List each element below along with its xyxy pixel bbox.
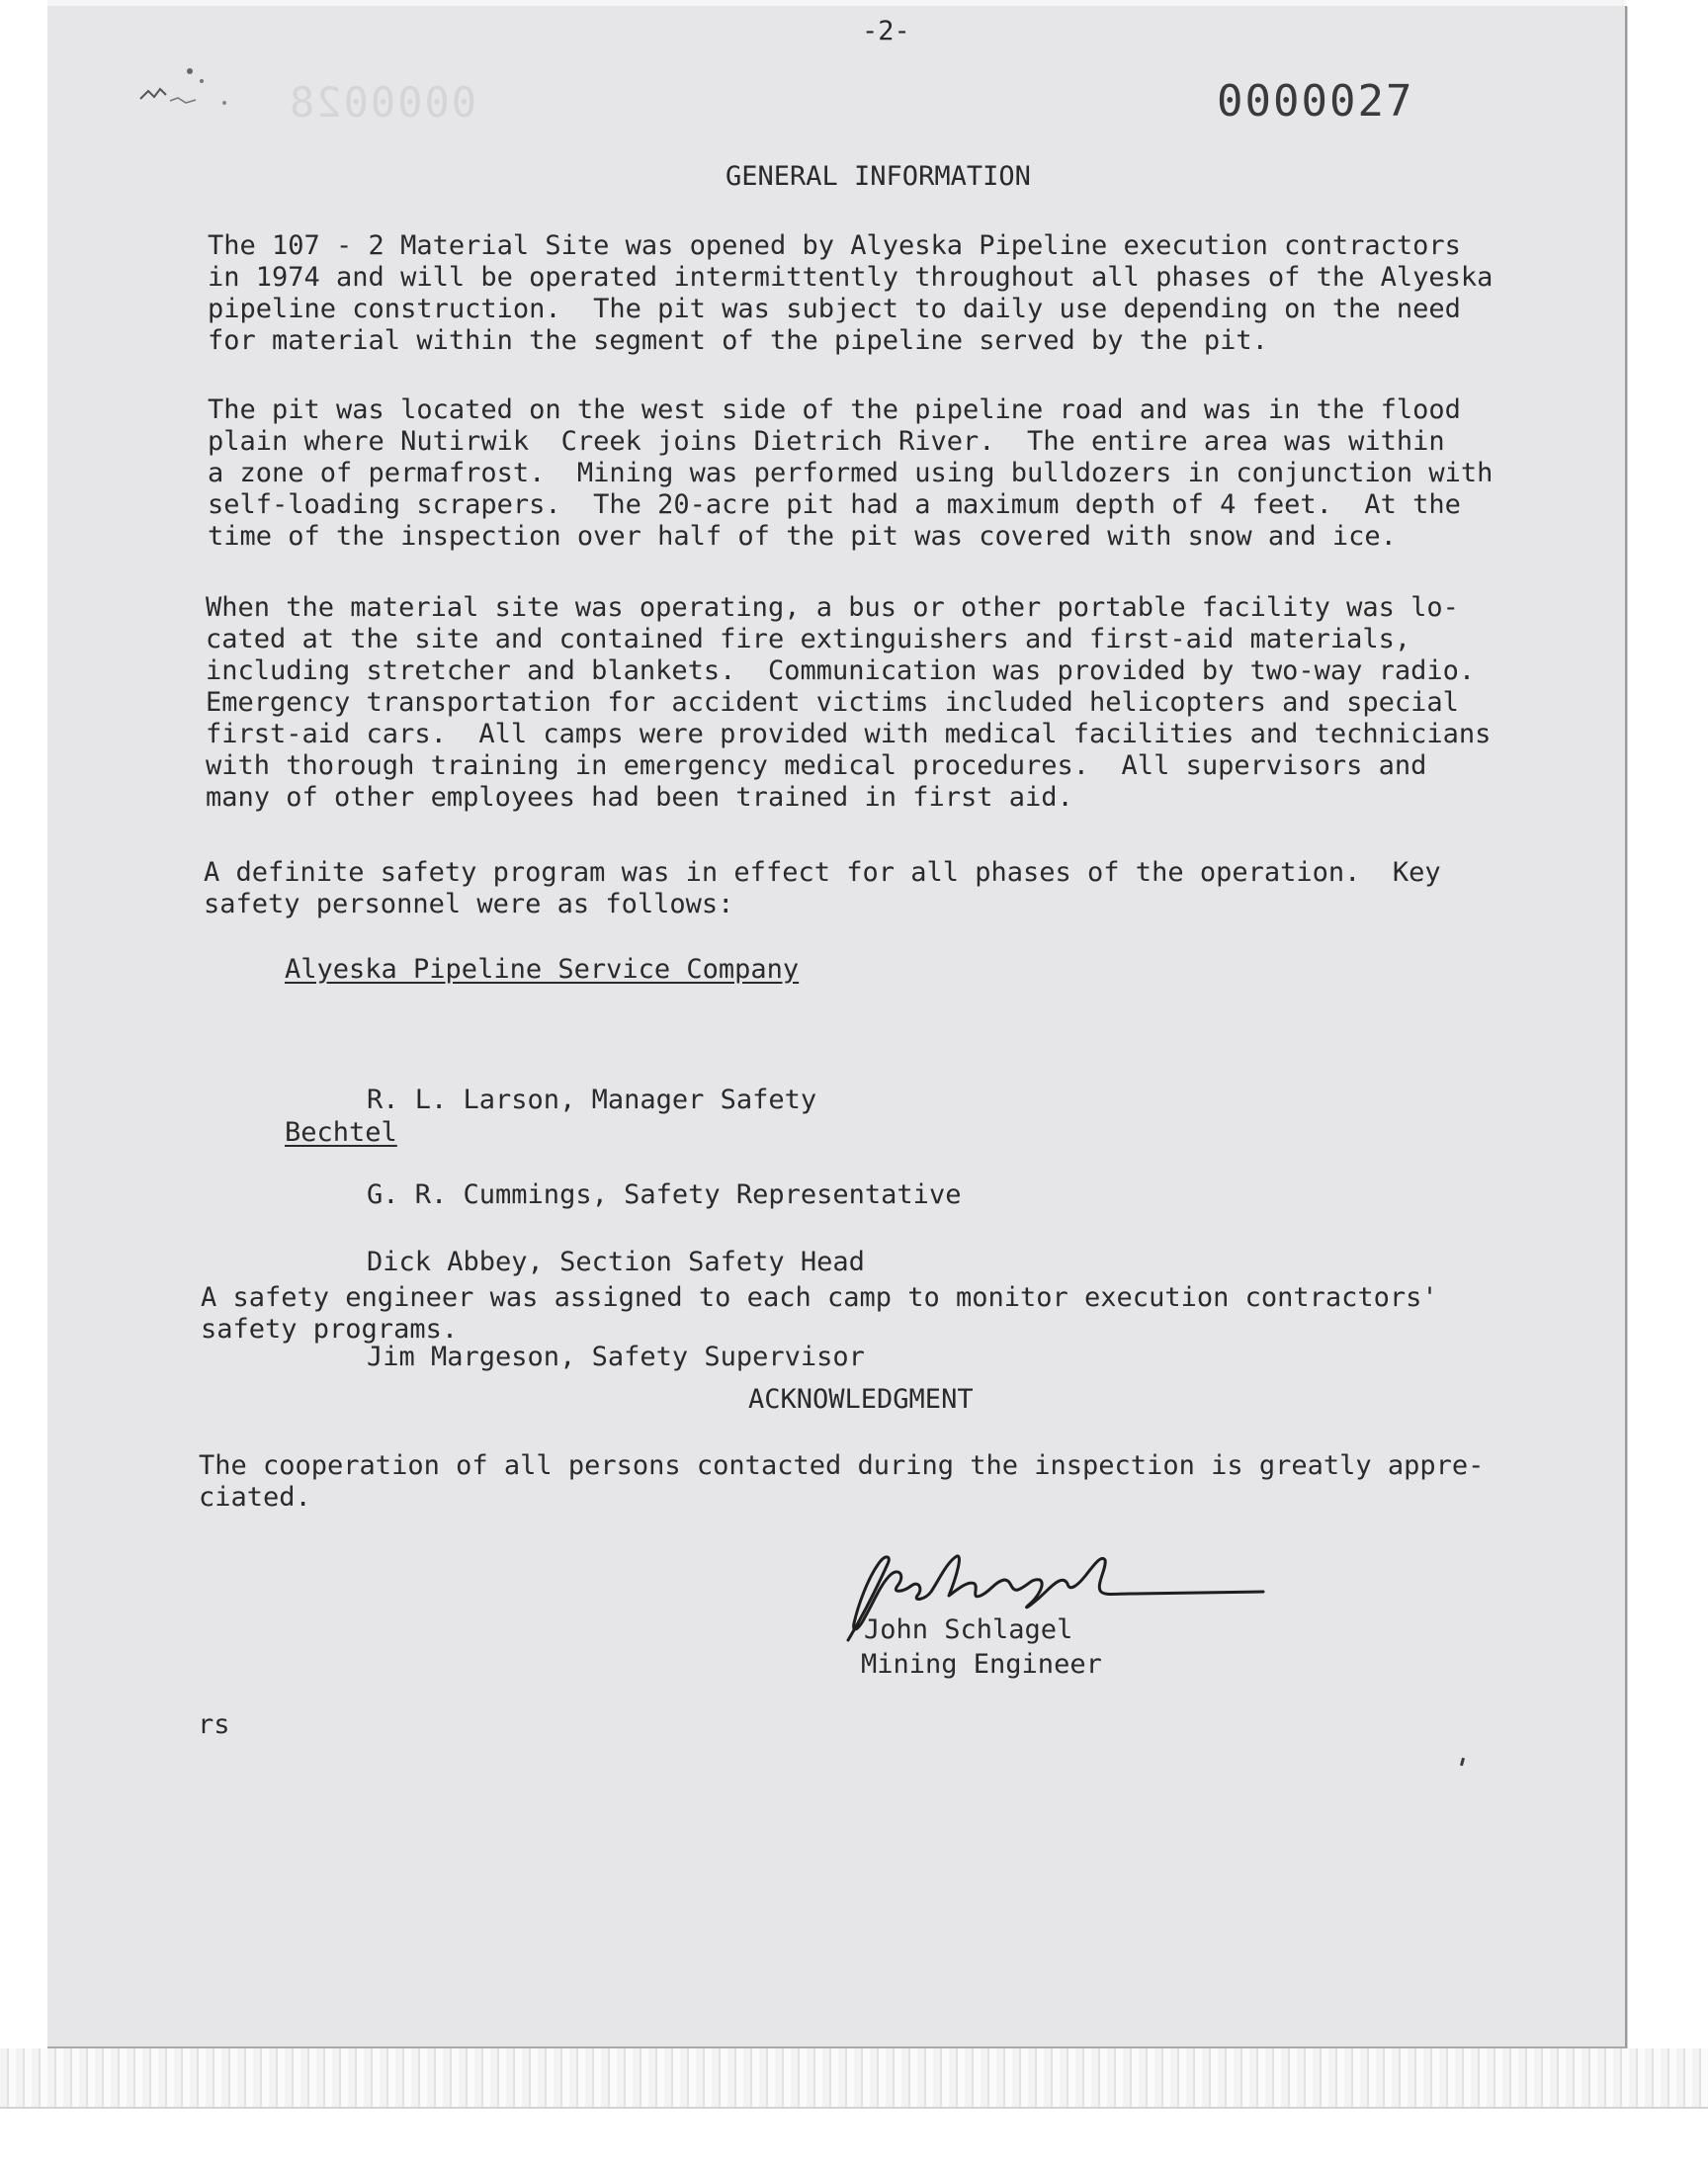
scan-smudge [130,51,259,121]
scanner-edge-line [0,2107,1708,2109]
document-control-number: 0000027 [1217,76,1414,127]
paragraph-pit-location: The pit was located on the west side of the pipeline road and was in the flood plain where Nutirwik Creek joins Dietrich River. The entire area was within a zone of permafrost. Mining was performed using bulldozers in conjunction with self-loading scrapers. The 20-acre pit had a maximum depth of 4 feet. At the time of the inspection over half of the pit was covered with snow and ice. [208,394,1494,552]
personnel-entry: R. L. Larson, Manager Safety [367,1085,817,1115]
paragraph-site-history: The 107 - 2 Material Site was opened by Alyeska Pipeline execution contractors in 1974 and will be operated intermittently throughout all phases of the Alyeska pipeline construction. The pit was subject to daily use depending on the need for material within the segment of the pipeline served by the pit. [208,230,1494,356]
signatory-name: John Schlagel [864,1614,1073,1645]
paragraph-acknowledgment: The cooperation of all persons contacted during the inspection is greatly appre- ciated. [199,1450,1485,1513]
bleed-through-number: 0000028 [288,78,477,127]
personnel-entry: G. R. Cummings, Safety Representative [367,1179,962,1210]
paragraph-emergency-facilities: When the material site was operating, a bus or other portable facility was lo- cated at the site and contained fire extinguishers and first-aid materials, including stretcher and blankets. Communication was provided by two-way radio. Emergency transportation for accident victims included helicopters and special first-aid cars. All camps were provided with medical facilities and technicians with thorough training in emergency medical procedures. All supervisors and many of other employees had been trained in first aid. [206,592,1492,813]
scanner-edge-strip [0,2048,1708,2108]
paragraph-safety-engineer: A safety engineer was assigned to each camp to monitor execution contractors' safety programs. [201,1282,1438,1345]
document-page [47,6,1627,2048]
subheading-bechtel: Bechtel [285,1117,397,1148]
scan-speck [1460,1758,1465,1767]
signatory-title: Mining Engineer [861,1649,1102,1680]
paragraph-safety-program: A definite safety program was in effect for all phases of the operation. Key safety personnel were as follows: [204,857,1441,919]
page-number: -2- [862,16,910,46]
subheading-alyeska: Alyeska Pipeline Service Company [285,954,800,985]
personnel-entry: Dick Abbey, Section Safety Head [367,1247,865,1277]
section-heading-acknowledgment: ACKNOWLEDGMENT [748,1384,974,1415]
section-heading-general-information: GENERAL INFORMATION [726,161,1031,192]
personnel-entry: Jim Margeson, Safety Supervisor [367,1342,865,1372]
typist-initials: rs [198,1709,230,1740]
